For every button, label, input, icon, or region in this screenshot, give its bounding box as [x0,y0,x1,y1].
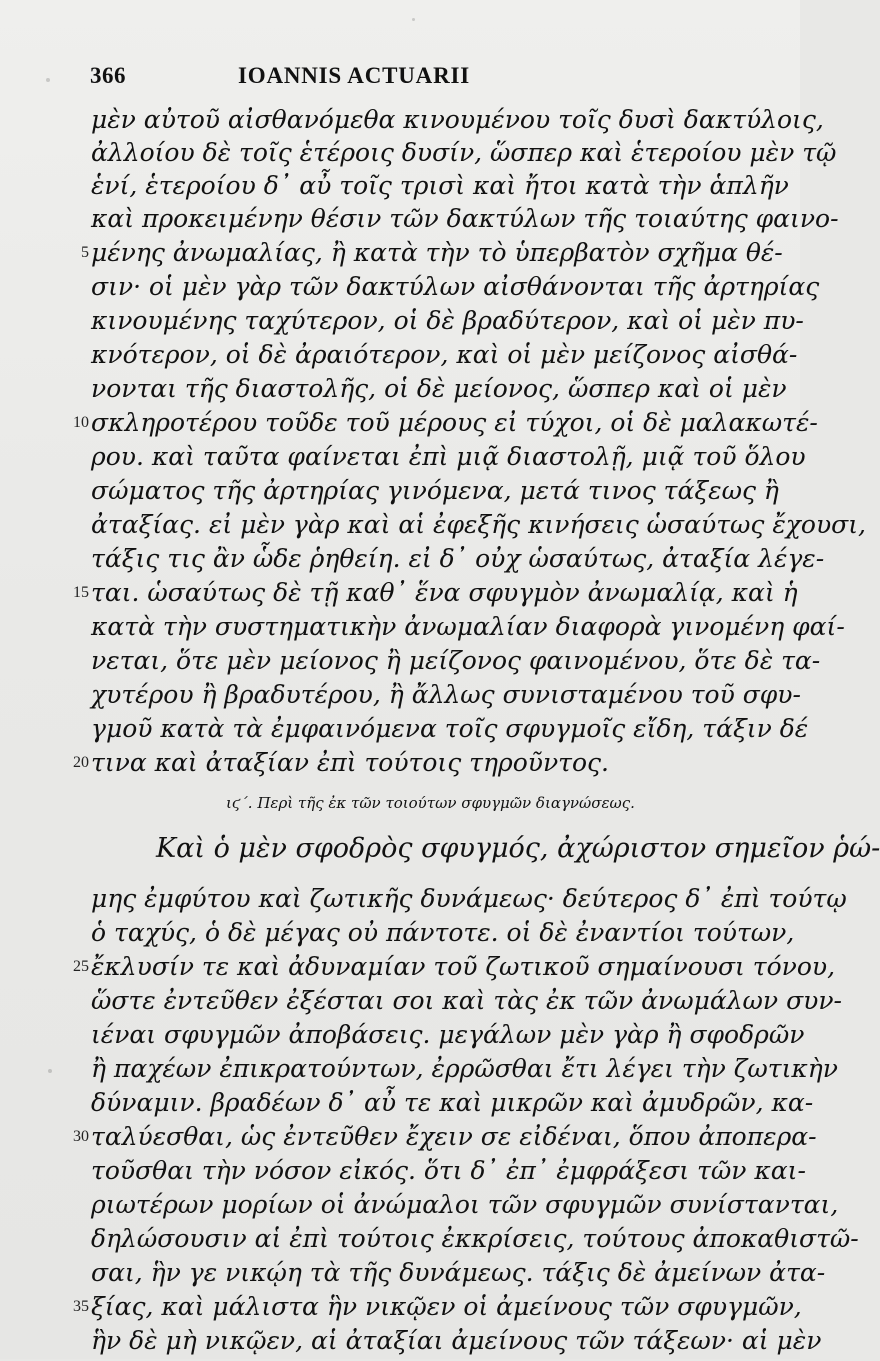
text-line: ἑνί, ἑτεροίου δ᾿ αὖ τοῖς τρισὶ καὶ ἤτοι κατὰ τὴν ἁπλῆν [91,171,789,200]
text-line: μης ἐμφύτου καὶ ζωτικῆς δυνάμεως· δεύτερος δ᾿ ἐπὶ τούτῳ [91,884,847,913]
text-line: σώματος τῆς ἀρτηρίας γινόμενα, μετά τινος τάξεως ἢ [91,476,779,505]
line-number: 25 [73,958,89,975]
paper-spot [412,18,415,21]
line-number: 20 [73,754,89,771]
text-line: ται. ὡσαύτως δὲ τῇ καθ᾿ ἕνα σφυγμὸν ἀνωμαλίᾳ, καὶ ἡ [91,578,798,607]
text-line: τοῦσθαι τὴν νόσον εἰκός. ὅτι δ᾿ ἐπ᾿ ἐμφράξεσι τῶν και- [91,1156,806,1185]
text-line: ἣν δὲ μὴ νικῷεν, αἱ ἀταξίαι ἀμείνους τῶν τάξεων· αἱ μὲν [91,1326,822,1355]
section-heading: ιϛ΄. Περὶ τῆς ἐκ τῶν τοιούτων σφυγμῶν διαγνώσεως. [226,794,635,812]
text-line: σκληροτέρου τοῦδε τοῦ μέρους εἰ τύχοι, οἱ δὲ μαλακωτέ- [91,408,818,437]
paper-spot [48,1069,52,1073]
text-line: ἢ παχέων ἐπικρατούντων, ἐρρῶσθαι ἔτι λέγει τὴν ζωτικὴν [91,1054,838,1083]
page-number: 366 [90,63,126,88]
text-line: ταλύεσθαι, ὡς ἐντεῦθεν ἔχειν σε εἰδέναι, ὅπου ἀποπερα- [91,1122,817,1151]
text-line: μὲν αὐτοῦ αἰσθανόμεθα κινουμένου τοῖς δυσὶ δακτύλοις, [91,105,824,134]
text-line: κινουμένης ταχύτερον, οἱ δὲ βραδύτερον, καὶ οἱ μὲν πυ- [91,306,804,335]
line-number: 5 [81,244,89,261]
text-line: ἀλλοίου δὲ τοῖς ἑτέροις δυσίν, ὥσπερ καὶ ἑτεροίου μὲν τῷ [91,138,837,167]
text-line: ξίας, καὶ μάλιστα ἣν νικῷεν οἱ ἀμείνους τῶν σφυγμῶν, [91,1292,802,1321]
text-line: ιέναι σφυγμῶν ἀποβάσεις. μεγάλων μὲν γὰρ ἢ σφοδρῶν [91,1020,805,1049]
text-line: ἔκλυσίν τε καὶ ἀδυναμίαν τοῦ ζωτικοῦ σημαίνουσι τόνου, [91,952,836,981]
line-number: 15 [73,584,89,601]
text-line: τάξις τις ἂν ὧδε ῥηθείη. εἰ δ᾿ οὐχ ὡσαύτως, ἀταξία λέγε- [91,544,825,573]
text-line: δηλώσουσιν αἱ ἐπὶ τούτοις ἐκκρίσεις, τούτους ἀποκαθιστῶ- [91,1224,859,1253]
text-line: σαι, ἣν γε νικῴη τὰ τῆς δυνάμεως. τάξις δὲ ἀμείνων ἀτα- [91,1258,826,1287]
text-line: ριωτέρων μορίων οἱ ἀνώμαλοι τῶν σφυγμῶν συνίστανται, [91,1190,839,1219]
running-head [90,63,730,97]
text-line: ὁ ταχύς, ὁ δὲ μέγας οὐ πάντοτε. οἱ δὲ ἐναντίοι τούτων, [91,918,795,947]
text-line: χυτέρου ἢ βραδυτέρου, ἢ ἄλλως συνισταμένου τοῦ σφυ- [91,680,801,709]
text-line: κνότερον, οἱ δὲ ἀραιότερον, καὶ οἱ μὲν μείζονος αἰσθά- [91,340,798,369]
line-number: 10 [73,414,89,431]
text-line: δύναμιν. βραδέων δ᾿ αὖ τε καὶ μικρῶν καὶ ἀμυδρῶν, κα- [91,1088,814,1117]
text-line: νεται, ὅτε μὲν μείονος ἢ μείζονος φαινομένου, ὅτε δὲ τα- [91,646,821,675]
text-line: σιν· οἱ μὲν γὰρ τῶν δακτύλων αἰσθάνονται τῆς ἀρτηρίας [91,272,820,301]
text-line: γμοῦ κατὰ τὰ ἐμφαινόμενα τοῖς σφυγμοῖς εἴδη, τάξιν δέ [91,714,809,743]
text-line: Καὶ ὁ μὲν σφοδρὸς σφυγμός, ἀχώριστον σημεῖον ῥώ- [156,833,880,864]
line-number: 30 [73,1128,89,1145]
text-line: καὶ προκειμένην θέσιν τῶν δακτύλων τῆς τοιαύτης φαινο- [91,204,839,233]
running-title: IOANNIS ACTUARII [238,63,470,88]
text-line: ὥστε ἐντεῦθεν ἐξέσται σοι καὶ τὰς ἐκ τῶν ἀνωμάλων συν- [91,986,842,1015]
text-line: κατὰ τὴν συστηματικὴν ἀνωμαλίαν διαφορὰ γινομένη φαί- [91,612,845,641]
text-line: μένης ἀνωμαλίας, ἢ κατὰ τὴν τὸ ὑπερβατὸν σχῆμα θέ- [91,238,783,267]
text-line: νονται τῆς διαστολῆς, οἱ δὲ μείονος, ὥσπερ καὶ οἱ μὲν [91,374,787,403]
text-line: ἀταξίας. εἰ μὲν γὰρ καὶ αἱ ἐφεξῆς κινήσεις ὡσαύτως ἔχουσι, [91,510,866,539]
text-line: ρου. καὶ ταῦτα φαίνεται ἐπὶ μιᾷ διαστολῇ, μιᾷ τοῦ ὅλου [91,442,806,471]
text-line: τινα καὶ ἀταξίαν ἐπὶ τούτοις τηροῦντος. [91,748,609,777]
paper-spot [46,78,50,82]
line-number: 35 [73,1298,89,1315]
